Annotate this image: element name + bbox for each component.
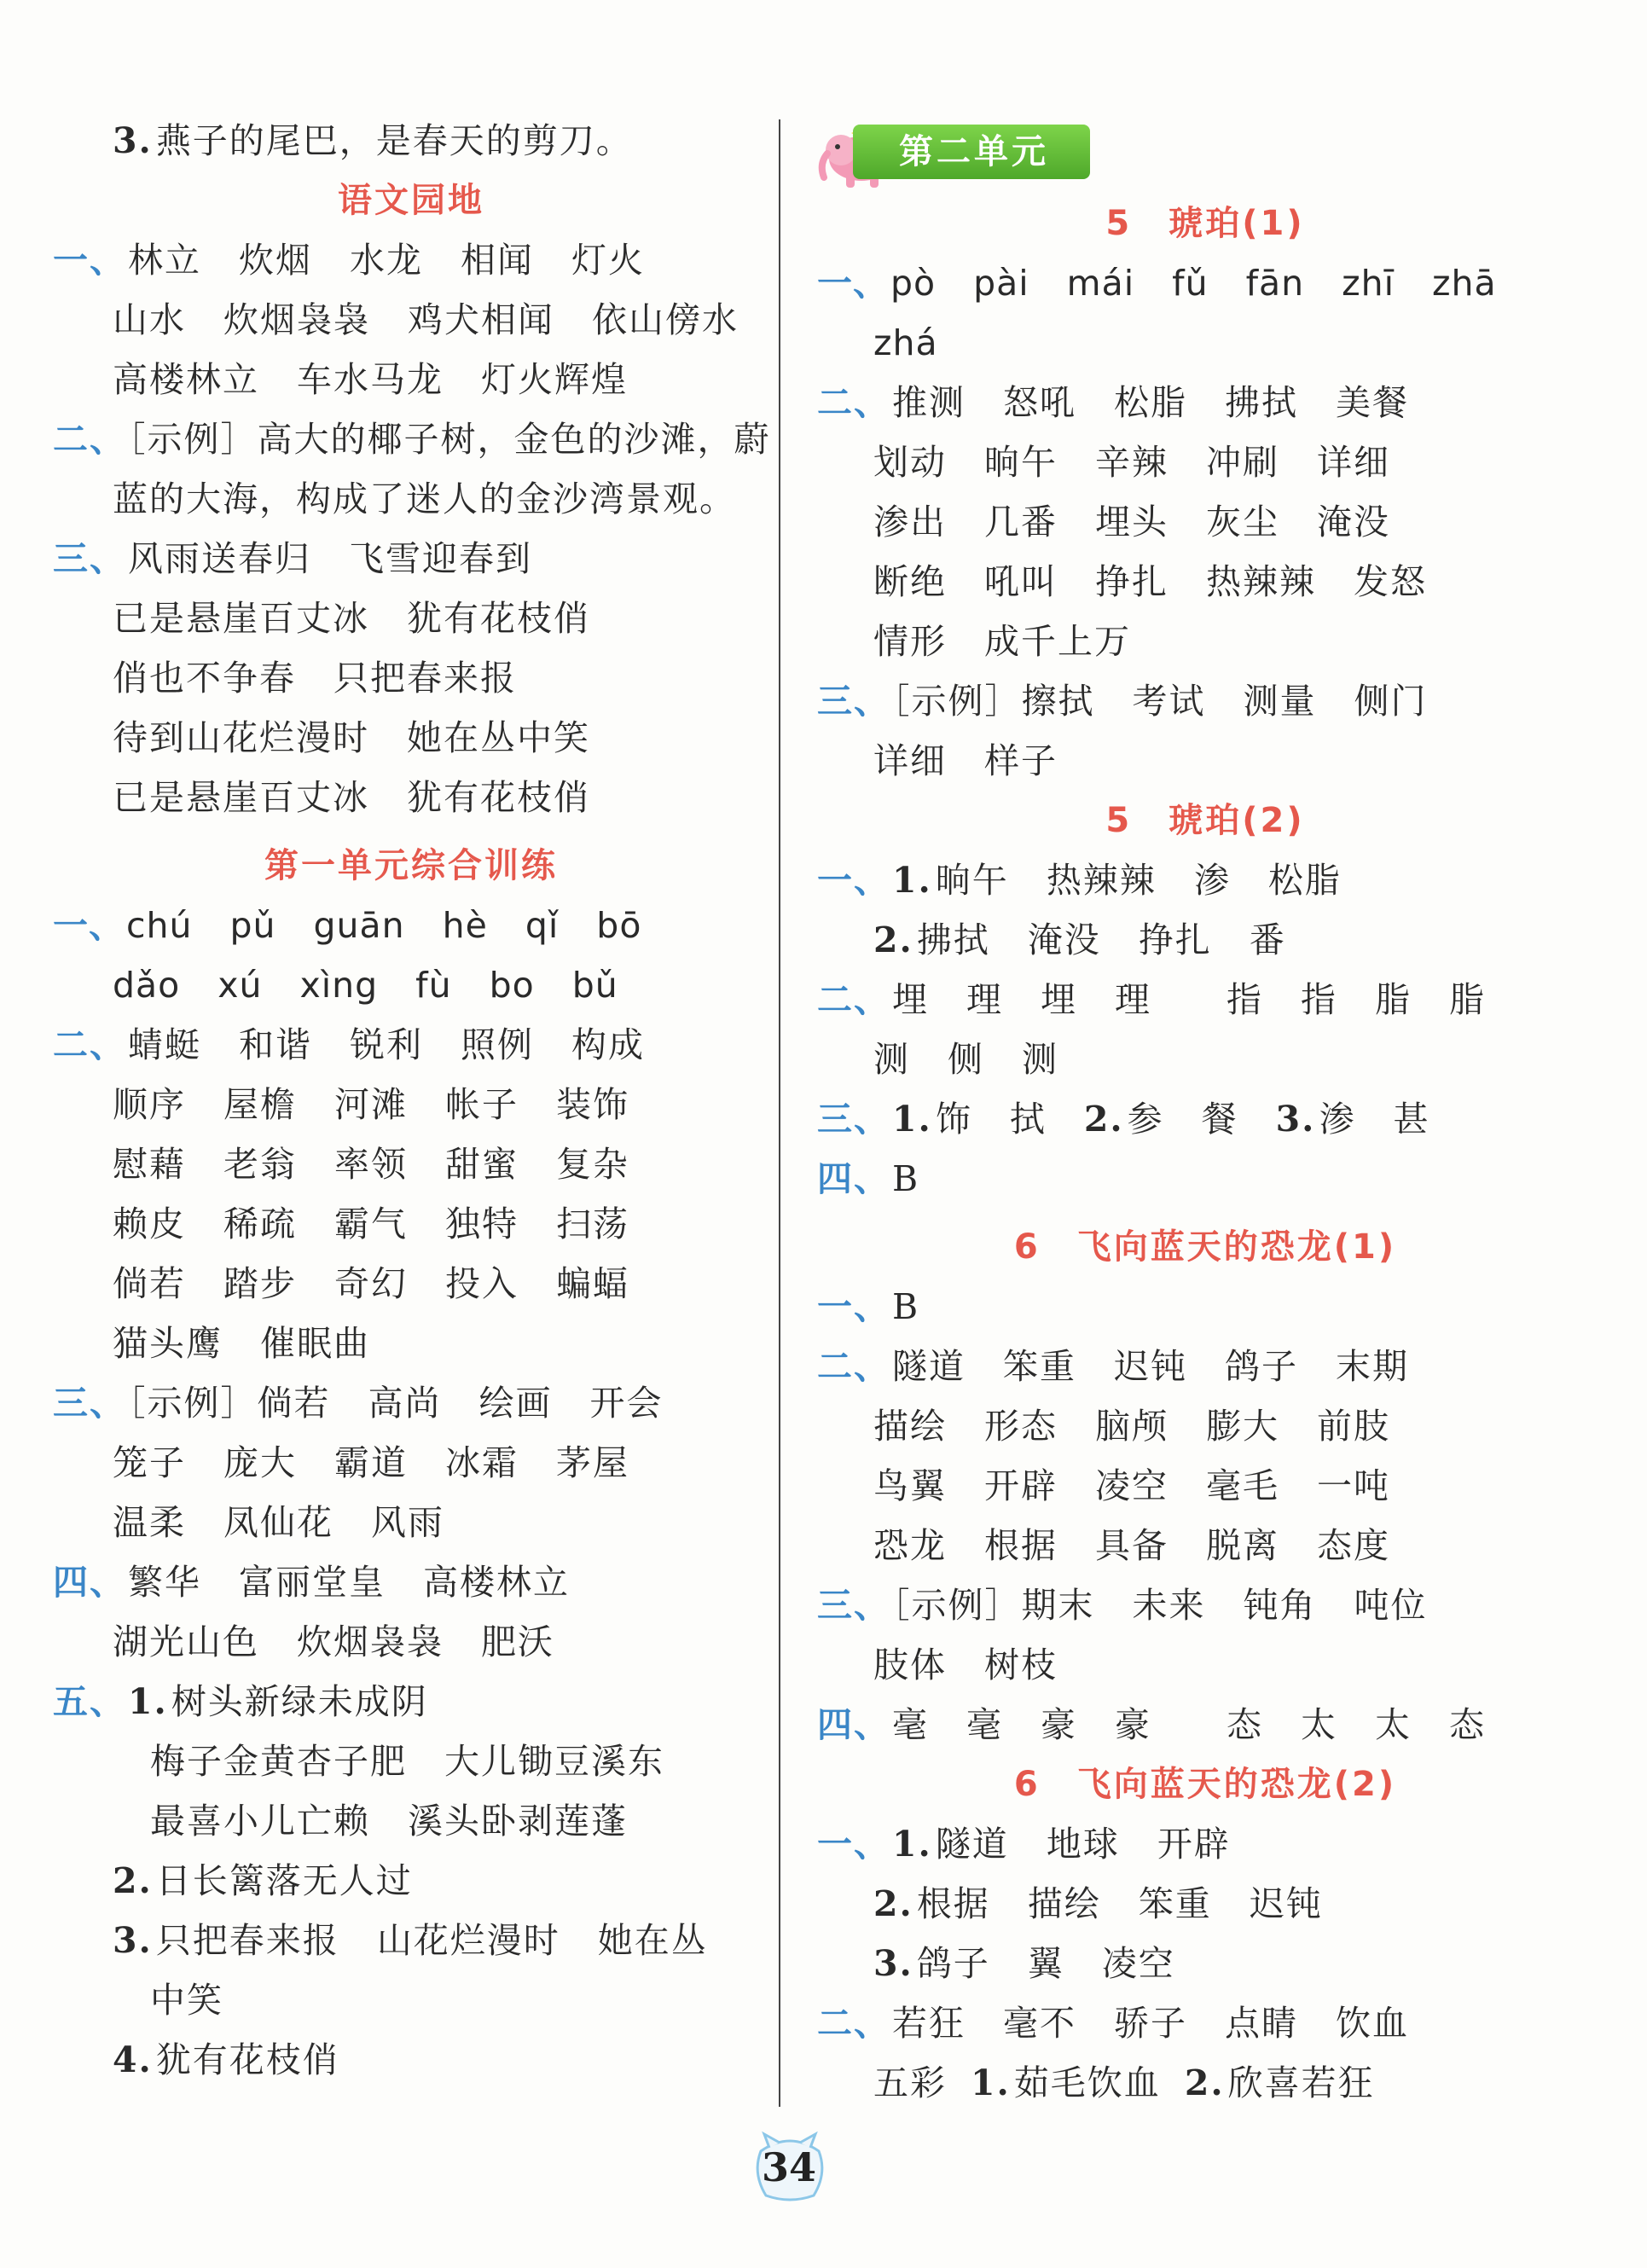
yuwen-q3-row5: 已是悬崖百丈冰 犹有花枝俏 [113,777,590,818]
section-title-unit1: 第一单元综合训练 [264,846,558,885]
l6b-q1-3: 3.鸽子 翼 凌空 [873,1943,1175,1984]
yuwen-q3-row2: 已是悬崖百丈冰 犹有花枝俏 [113,598,590,639]
l5a-q1-row2: zhá [873,322,938,363]
l5b-q3: 三、1.饰 拭 2.参 餐 3.渗 甚 [817,1099,1430,1140]
lesson-title-5b: 5 琥珀(2) [1105,801,1305,840]
unit1-q2-row5: 倘若 踏步 奇幻 投入 蝙蝠 [113,1263,629,1304]
lesson-title-6a: 6 飞向蓝天的恐龙(1) [1013,1227,1397,1267]
unit1-q2-row4: 赖皮 稀疏 霸气 独特 扫荡 [113,1204,629,1244]
unit1-q5-1-line2: 梅子金黄杏子肥 大儿锄豆溪东 [150,1741,664,1782]
l6a-q2-row2: 描绘 形态 脑颅 膨大 前肢 [873,1406,1390,1447]
unit-banner: 第二单元 [853,125,1090,179]
l6b-q2-row2: 五彩 1.茹毛饮血 2.欣喜若狂 [873,2062,1375,2103]
unit1-q1-row1: 一、chú pǔ guān hè qǐ bō [53,905,642,946]
l6b-q1-2: 2.根据 描绘 笨重 迟钝 [873,1883,1323,1924]
unit1-q5-4: 4.犹有花枝俏 [113,2039,339,2080]
l5a-q2-row1: 二、推测 怒吼 松脂 拂拭 美餐 [817,382,1409,423]
intro-line: 3.燕子的尾巴，是春天的剪刀。 [113,120,633,161]
l6a-q3-row1: 三、［示例］期末 未来 钝角 吨位 [817,1585,1428,1626]
unit1-q3-row1: 三、［示例］倘若 高尚 绘画 开会 [53,1383,664,1424]
unit1-q2-row1: 二、蜻蜓 和谐 锐利 照例 构成 [53,1024,645,1065]
l6a-q1: 一、B [817,1286,920,1327]
l6a-q4: 四、毫 毫 豪 豪 态 太 太 态 [817,1704,1486,1745]
l5a-q2-row3: 渗出 几番 埋头 灰尘 淹没 [873,502,1390,542]
l5a-q2-row2: 划动 晌午 辛辣 冲刷 详细 [873,442,1390,483]
unit1-q2-row6: 猫头鹰 催眠曲 [113,1323,370,1364]
unit1-q3-row2: 笼子 庞大 霸道 冰霜 茅屋 [113,1442,629,1483]
lesson-title-6b: 6 飞向蓝天的恐龙(2) [1013,1765,1397,1804]
unit1-q5-3-line2: 中笑 [150,1980,223,2021]
yuwen-q1-row1: 一、林立 炊烟 水龙 相闻 灯火 [53,240,645,281]
section-title-yuwen: 语文园地 [338,181,484,220]
unit1-q2-row2: 顺序 屋檐 河滩 帐子 装饰 [113,1084,629,1125]
l6b-q2-row1: 二、若狂 毫不 骄子 点睛 饮血 [817,2003,1409,2044]
l5a-q3-row1: 三、［示例］擦拭 考试 测量 侧门 [817,681,1428,722]
l5b-q1-1: 一、1.晌午 热辣辣 渗 松脂 [817,860,1342,901]
l5a-q2-row5: 情形 成千上万 [873,621,1131,662]
l6a-q2-row1: 二、隧道 笨重 迟钝 鸽子 末期 [817,1346,1409,1387]
l5b-q1-2: 2.拂拭 淹没 挣扎 番 [873,919,1286,960]
column-divider [779,119,780,2107]
unit1-q5-1-line1: 五、1.树头新绿未成阴 [53,1681,428,1722]
page-number: 34 [761,2144,816,2190]
yuwen-q1-row3: 高楼林立 车水马龙 灯火辉煌 [113,359,628,400]
unit1-q5-3-line1: 3.只把春来报 山花烂漫时 她在丛 [113,1920,708,1961]
yuwen-q3-row3: 俏也不争春 只把春来报 [113,658,517,699]
l5a-q2-row4: 断绝 吼叫 挣扎 热辣辣 发怒 [873,561,1427,602]
l5b-q4: 四、B [817,1158,920,1199]
l6a-q2-row3: 鸟翼 开辟 凌空 毫毛 一吨 [873,1465,1390,1506]
unit1-q5-1-line3: 最喜小儿亡赖 溪头卧剥莲蓬 [150,1801,628,1842]
l5a-q1-row1: 一、pò pài mái fǔ fān zhī zhā [817,263,1497,304]
yuwen-q3-row1: 三、风雨送春归 飞雪迎春到 [53,538,532,579]
l6a-q3-row2: 肢体 树枝 [873,1644,1058,1685]
unit1-q4-row1: 四、繁华 富丽堂皇 高楼林立 [53,1562,570,1603]
unit1-q4-row2: 湖光山色 炊烟袅袅 肥沃 [113,1621,554,1662]
l5b-q2-row1: 二、埋 理 埋 理 指 指 脂 脂 [817,979,1486,1020]
unit1-q5-2: 2.日长篱落无人过 [113,1860,413,1901]
yuwen-q1-row2: 山水 炊烟袅袅 鸡犬相闻 依山傍水 [113,299,739,340]
unit1-q2-row3: 慰藉 老翁 率领 甜蜜 复杂 [113,1144,629,1185]
l5a-q3-row2: 详细 样子 [873,740,1058,781]
l6b-q1-1: 一、1.隧道 地球 开辟 [817,1824,1231,1865]
yuwen-q2-line1: 二、［示例］高大的椰子树，金色的沙滩，蔚 [53,419,771,460]
l6a-q2-row4: 恐龙 根据 具备 脱离 态度 [873,1525,1390,1566]
unit1-q3-row3: 温柔 凤仙花 风雨 [113,1502,444,1543]
lesson-title-5a: 5 琥珀(1) [1105,204,1305,243]
unit1-q1-row2: dǎo xú xìng fù bo bǔ [113,965,618,1006]
yuwen-q3-row4: 待到山花烂漫时 她在丛中笑 [113,717,590,758]
l5b-q2-row2: 测 侧 测 [873,1039,1058,1080]
yuwen-q2-line2: 蓝的大海，构成了迷人的金沙湾景观。 [113,479,736,519]
